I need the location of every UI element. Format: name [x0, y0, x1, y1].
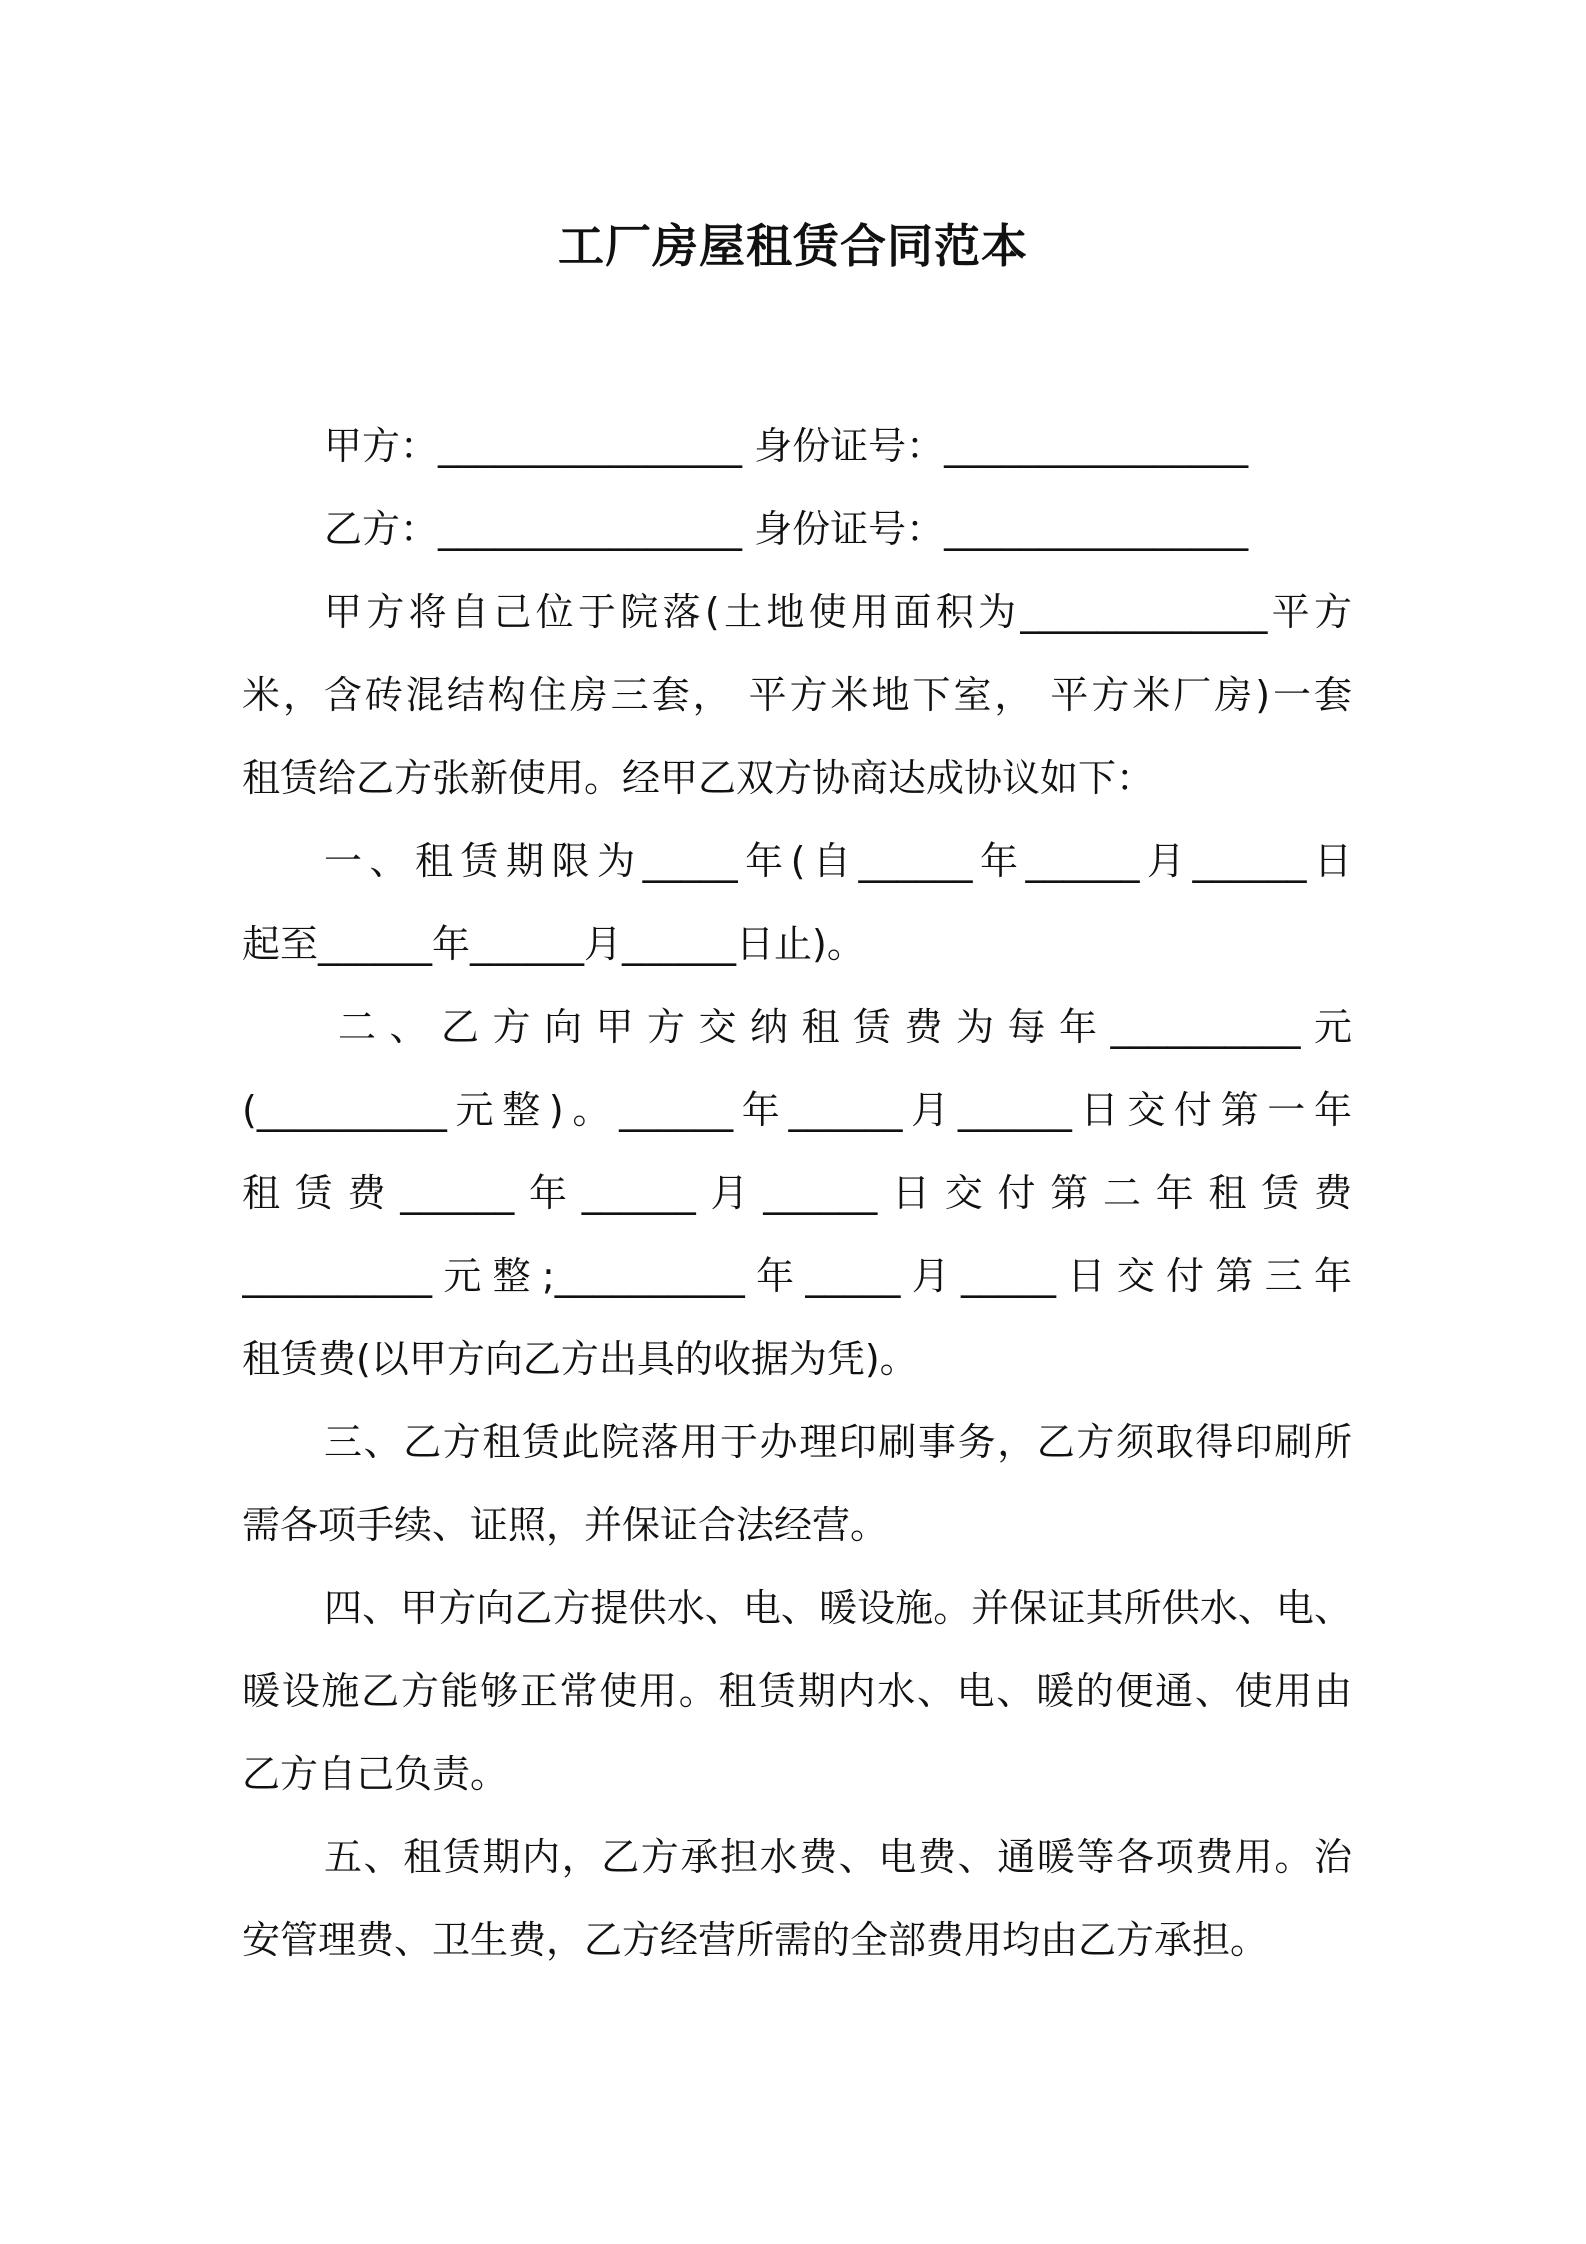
clause-3-line: 需各项手续、证照，并保证合法经营。: [242, 1503, 889, 1547]
clause-4-line: 乙方自己负责。: [242, 1752, 509, 1796]
party-a-line: 甲方：________________ 身份证号：________________: [324, 424, 1249, 468]
clause-4-line: 四、甲方向乙方提供水、电、暖设施。并保证其所供水、电、: [324, 1586, 1352, 1630]
clause-2-line: __________元整;__________年_____月_____日交付第三年: [242, 1254, 1352, 1298]
clause-3-line: 三、乙方租赁此院落用于办理印刷事务，乙方须取得印刷所: [324, 1420, 1352, 1464]
clause-5-line: 安管理费、卫生费，乙方经营所需的全部费用均由乙方承担。: [242, 1918, 1269, 1962]
document-title: 工厂房屋租赁合同范本: [558, 219, 1028, 273]
paragraph-line: 甲方将自己位于院落(土地使用面积为_____________平方: [324, 590, 1352, 634]
clause-2-line: (__________元整)。______年______月______日交付第一年: [242, 1088, 1352, 1132]
clause-2-line: 租赁费(以甲方向乙方出具的收据为凭)。: [242, 1337, 918, 1381]
paragraph-line: 租赁给乙方张新使用。经甲乙双方协商达成协议如下：: [242, 756, 1155, 800]
clause-2-line: 二、乙方向甲方交纳租赁费为每年__________元: [338, 1005, 1352, 1049]
clause-2-line: 租赁费______年______月______日交付第二年租赁费: [242, 1171, 1352, 1215]
clause-1-line: 一、租赁期限为_____年(自______年______月______日: [324, 839, 1352, 883]
paragraph-line: 米，含砖混结构住房三套， 平方米地下室， 平方米厂房)一套: [242, 673, 1352, 717]
clause-5-line: 五、租赁期内，乙方承担水费、电费、通暖等各项费用。治: [324, 1835, 1352, 1879]
clause-4-line: 暖设施乙方能够正常使用。租赁期内水、电、暖的便通、使用由: [242, 1669, 1352, 1713]
clause-1-line: 起至______年______月______日止)。: [242, 922, 865, 966]
party-b-line: 乙方：________________ 身份证号：________________: [324, 507, 1249, 551]
contract-body: [242, 405, 1352, 1982]
